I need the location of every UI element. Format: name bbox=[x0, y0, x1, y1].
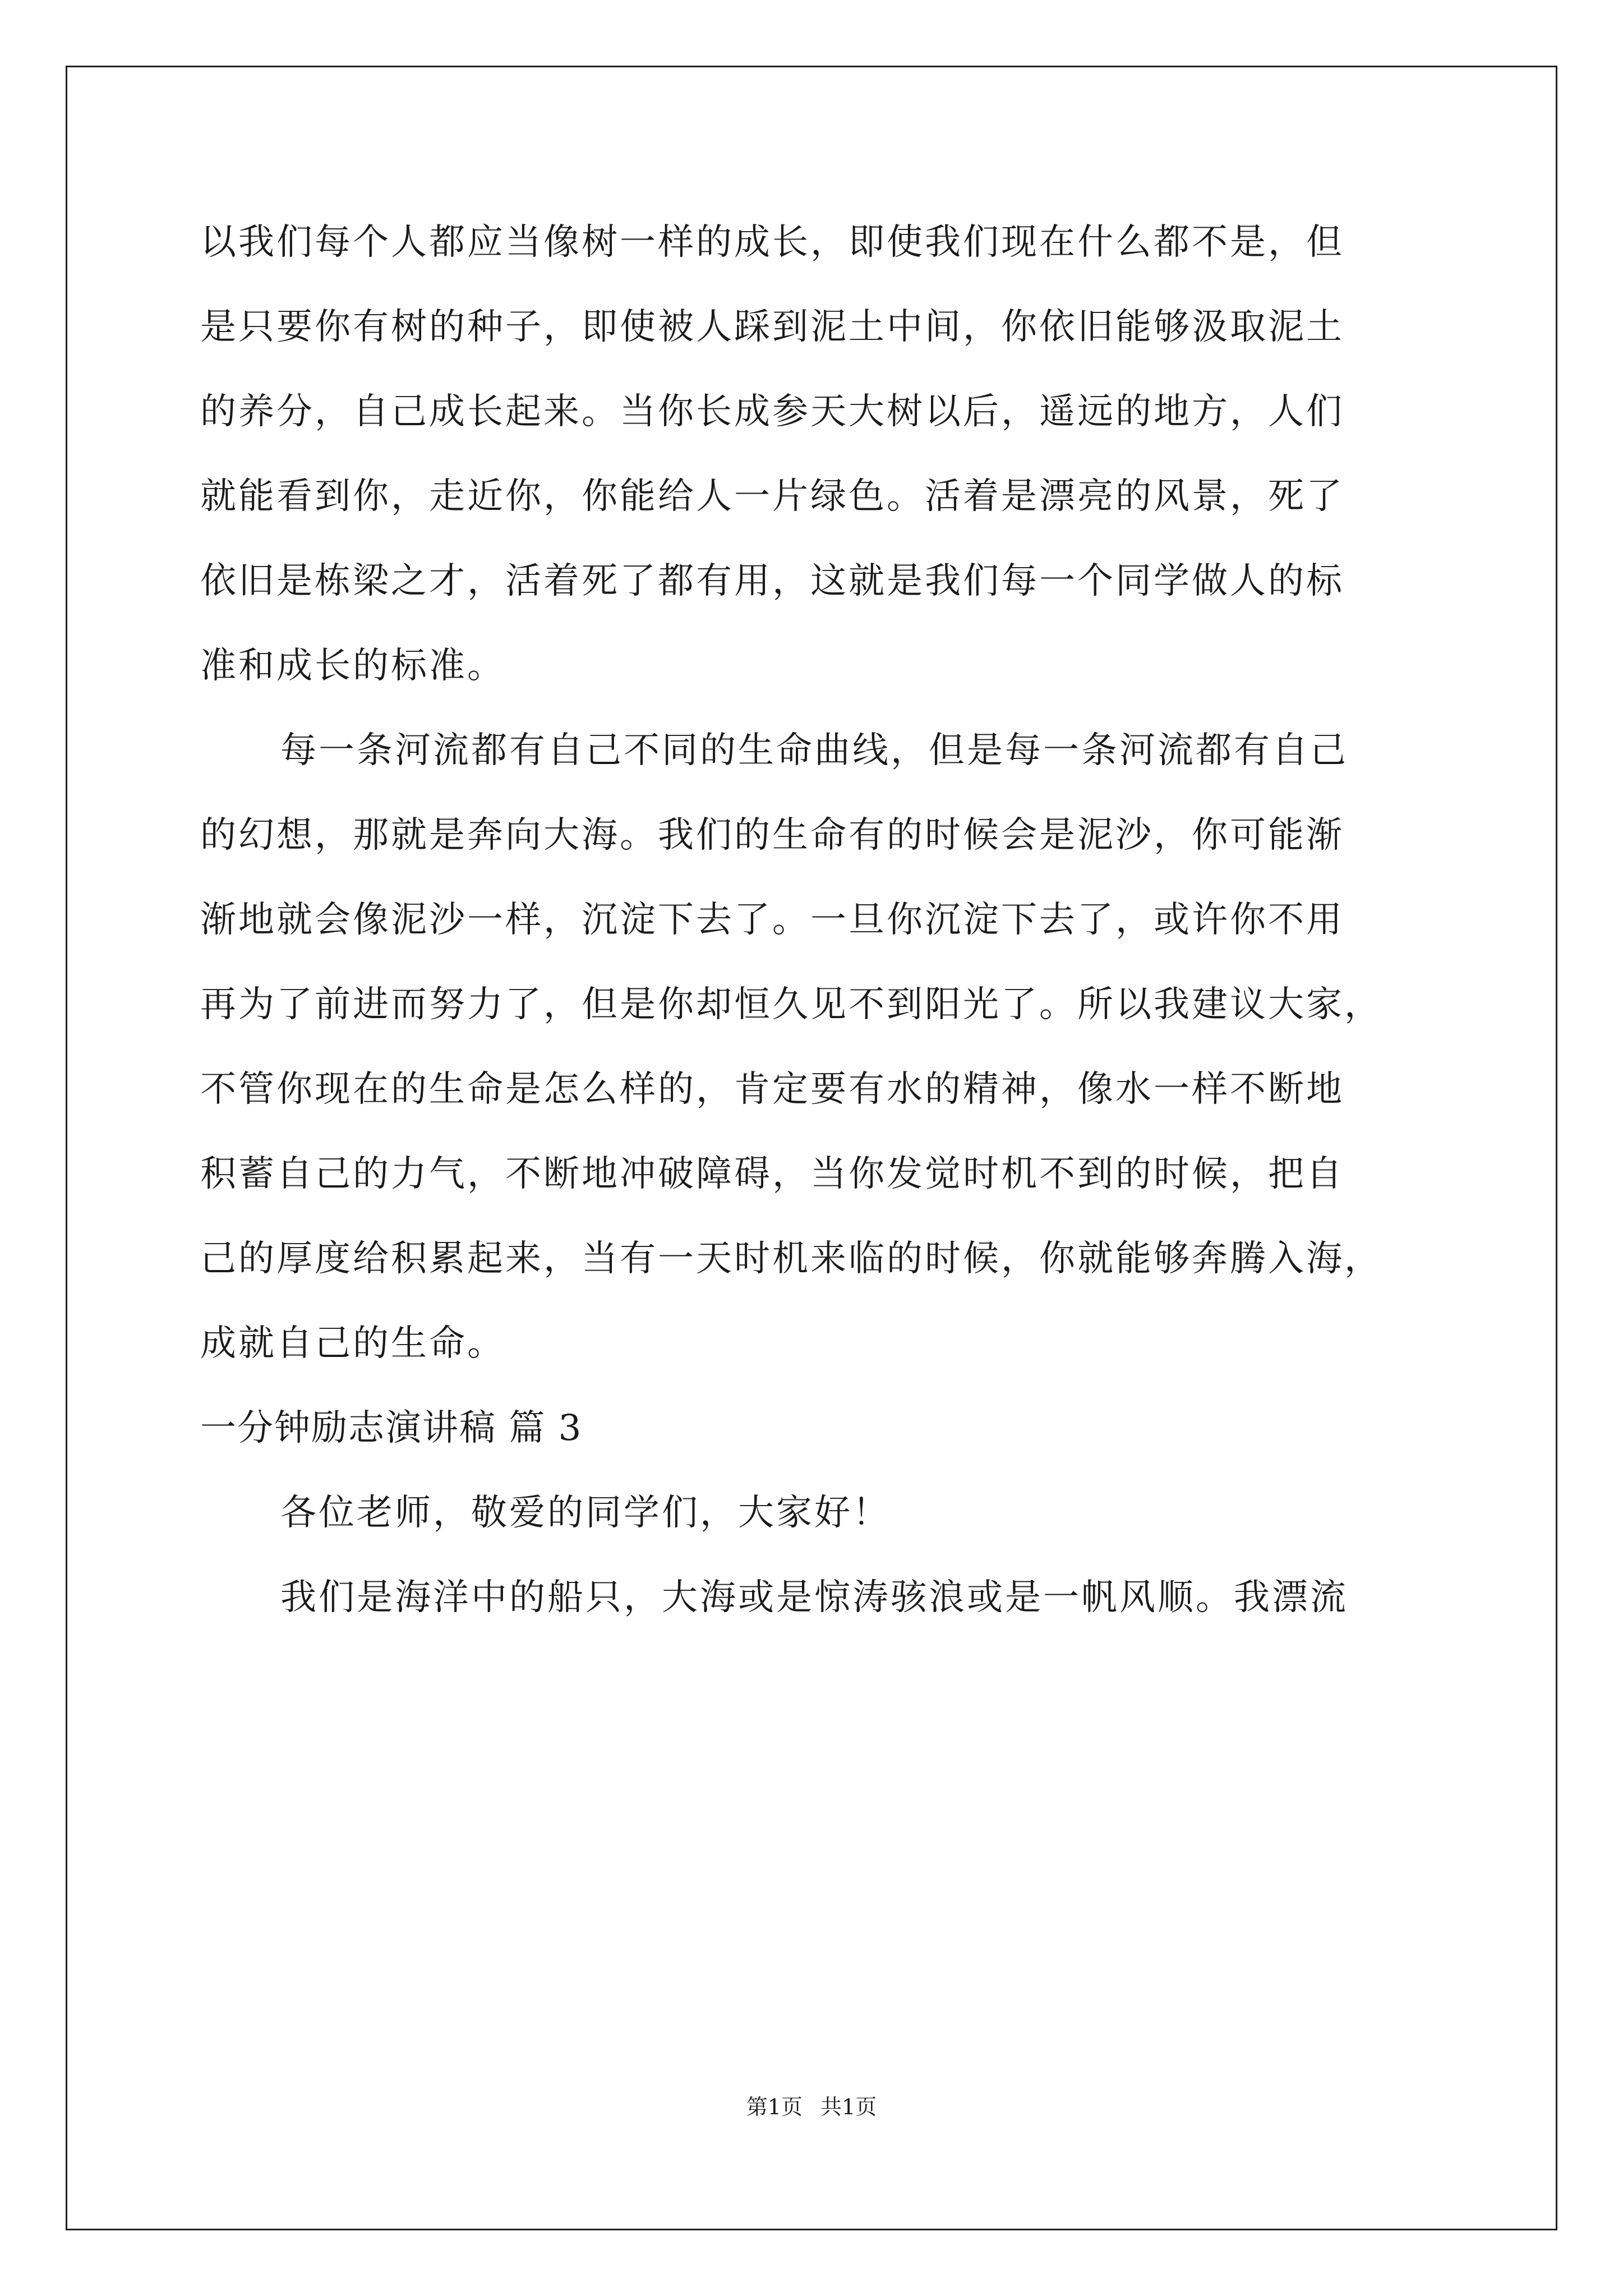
paragraph-1-line-5: 依旧是栋梁之才，活着死了都有用，这就是我们每一个同学做人的标 bbox=[200, 560, 1344, 602]
paragraph-1-line-1: 以我们每个人都应当像树一样的成长，即使我们现在什么都不是，但 bbox=[200, 222, 1344, 263]
page-number-label: 第1页 bbox=[746, 2095, 803, 2119]
paragraph-2-line-3: 渐地就会像泥沙一样，沉淀下去了。一旦你沉淀下去了，或许你不用 bbox=[200, 899, 1344, 941]
page-total-label: 共1页 bbox=[820, 2095, 877, 2119]
paragraph-1-line-6: 准和成长的标准。 bbox=[200, 645, 505, 687]
paragraph-2-line-8: 成就自己的生命。 bbox=[200, 1323, 505, 1364]
paragraph-2-line-5: 不管你现在的生命是怎么样的，肯定要有水的精神，像水一样不断地 bbox=[200, 1069, 1344, 1110]
paragraph-2-line-4: 再为了前进而努力了，但是你却恒久见不到阳光了。所以我建议大家， bbox=[200, 984, 1382, 1025]
paragraph-1-line-2: 是只要你有树的种子，即使被人踩到泥土中间，你依旧能够汲取泥土 bbox=[200, 306, 1344, 348]
paragraph-2-line-6: 积蓄自己的力气，不断地冲破障碍，当你发觉时机不到的时候，把自 bbox=[200, 1153, 1344, 1195]
page-footer bbox=[0, 2093, 1623, 2120]
paragraph-2-line-2: 的幻想，那就是奔向大海。我们的生命有的时候会是泥沙，你可能渐 bbox=[200, 815, 1344, 856]
paragraph-3-line-1: 我们是海洋中的船只，大海或是惊涛骇浪或是一帆风顺。我漂流 bbox=[280, 1577, 1348, 1618]
paragraph-1-line-3: 的养分，自己成长起来。当你长成参天大树以后，遥远的地方，人们 bbox=[200, 391, 1344, 432]
greeting-line: 各位老师，敬爱的同学们，大家好！ bbox=[280, 1492, 891, 1534]
paragraph-1-line-4: 就能看到你，走近你，你能给人一片绿色。活着是漂亮的风景，死了 bbox=[200, 476, 1344, 517]
paragraph-2-line-7: 己的厚度给积累起来，当有一天时机来临的时候，你就能够奔腾入海， bbox=[200, 1238, 1382, 1280]
section-heading: 一分钟励志演讲稿 篇 3 bbox=[200, 1407, 583, 1449]
paragraph-2-line-1: 每一条河流都有自己不同的生命曲线，但是每一条河流都有自己 bbox=[280, 730, 1348, 771]
